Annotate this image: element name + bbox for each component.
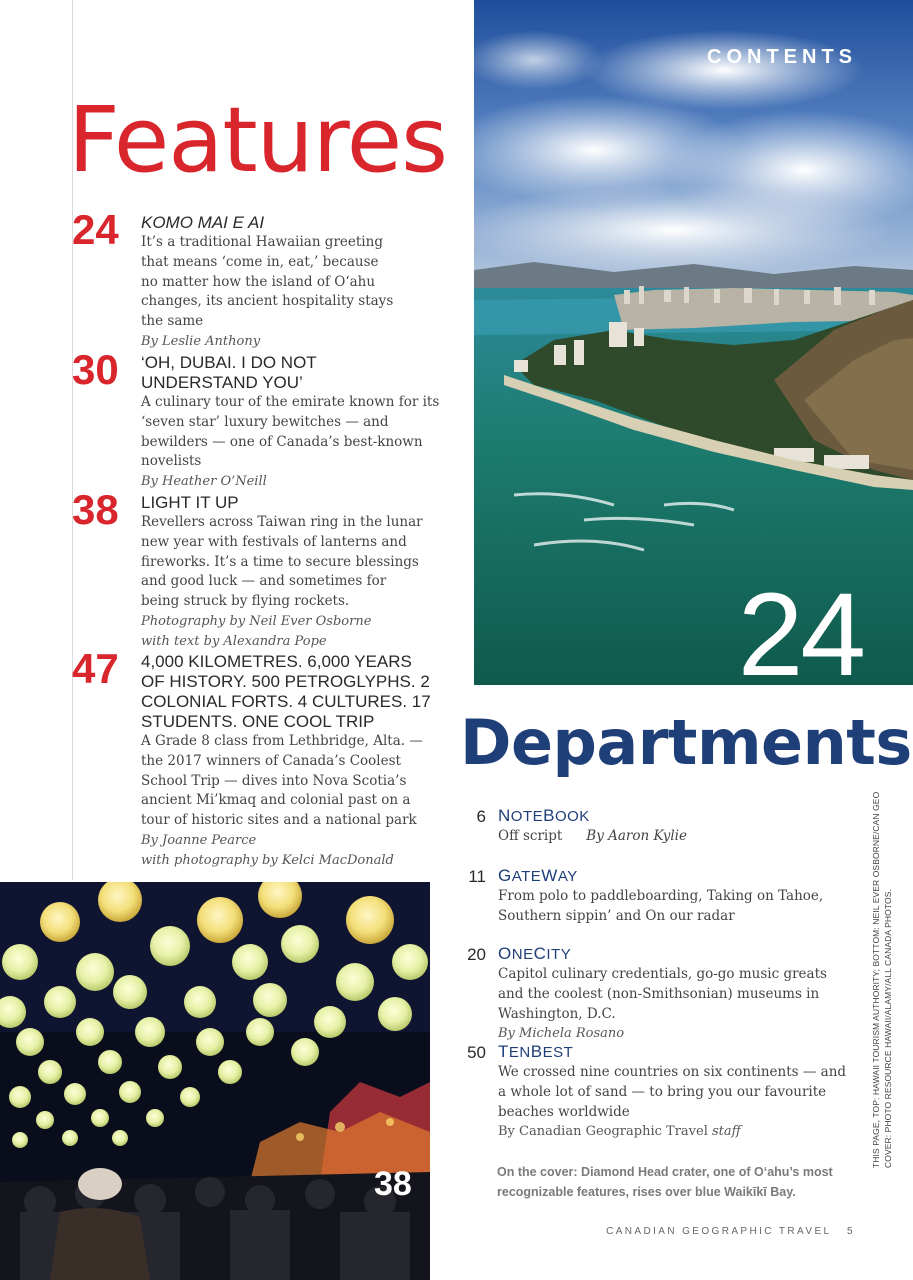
departments-heading: Departments	[460, 706, 912, 779]
department-entry[interactable]	[458, 944, 858, 1044]
feature-page-number: 47	[72, 645, 119, 692]
photo-credit-line: COVER: PHOTO RESOURCE HAWAII/ALAMY/ALL CANADA PHOTOS.	[883, 889, 893, 1168]
feature-byline-photo: with photography by Kelci MacDonald	[141, 852, 394, 868]
department-page-number: 11	[468, 867, 486, 886]
feature-description: A Grade 8 class from Lethbridge, Alta. — the 2017 winners of Canada’s Coolest School Trip — dives into Nova Scotia’s ancient Mi’kmaq and colonial past on a tour of historic sites and a national park	[141, 733, 423, 829]
feature-title: 4,000 KILOMETRES. 6,000 YEARS OF HISTORY. 500 PETROGLYPHS. 2 COLONIAL FORTS. 4 CULTURES. 17 STUDENTS. ONE COOL TRIP	[141, 652, 431, 731]
department-entry[interactable]	[458, 806, 858, 847]
department-page-number: 6	[476, 807, 486, 826]
page-footer	[606, 1226, 855, 1237]
lantern-festival-photo	[0, 882, 430, 1280]
feature-entry[interactable]	[72, 486, 452, 652]
department-entry[interactable]	[458, 1042, 858, 1142]
department-name: GATEWAY	[498, 866, 578, 885]
department-description: Capitol culinary credentials, go-go music greats and the coolest (non-Smithsonian) museums in Washington, D.C.	[498, 966, 827, 1022]
publication-name: CANADIAN GEOGRAPHIC TRAVEL	[606, 1226, 832, 1237]
feature-byline: By Joanne Pearce	[141, 832, 257, 848]
department-page-number: 20	[467, 945, 486, 964]
folio-number: 5	[847, 1226, 855, 1237]
feature-entry[interactable]	[72, 346, 452, 492]
feature-title: KOMO MAI E AI	[141, 213, 265, 232]
feature-byline: By Leslie Anthony	[141, 333, 261, 349]
feature-entry[interactable]	[72, 206, 452, 352]
department-entry[interactable]	[458, 866, 858, 927]
department-byline: By Aaron Kylie	[586, 828, 687, 844]
feature-title: LIGHT IT UP	[141, 493, 239, 512]
department-description: From polo to paddleboarding, Taking on Tahoe, Southern sippin’ and On our radar	[498, 888, 824, 924]
feature-byline: By Heather O’Neill	[141, 474, 267, 490]
feature-page-number: 30	[72, 346, 119, 393]
cover-note: On the cover: Diamond Head crater, one of O‘ahu’s most recognizable features, rises over blue Waikīkī Bay.	[497, 1165, 833, 1199]
lantern-photo-graphic	[0, 882, 430, 1280]
department-description: We crossed nine countries on six continents — and a whole lot of sand — to bring you our favourite beaches worldwide	[498, 1064, 847, 1120]
feature-title: ‘OH, DUBAI. I DO NOT UNDERSTAND YOU’	[141, 353, 317, 392]
feature-page-number: 24	[72, 206, 119, 253]
feature-description: A culinary tour of the emirate known for its ‘seven star’ luxury bewitches — and bewilders — one of Canada’s best-known novelists	[141, 394, 440, 470]
feature-description: Revellers across Taiwan ring in the lunar new year with festivals of lanterns and fireworks. It’s a time to secure blessings and good luck — and sometimes for being struck by flying rockets.	[141, 514, 423, 610]
photo-credits	[870, 791, 910, 1168]
department-description: Off script By Aaron Kylie	[498, 828, 687, 844]
feature-description: It’s a traditional Hawaiian greeting that means ‘come in, eat,’ because no matter how the island of O‘ahu changes, its ancient hospitality stays the same	[141, 234, 394, 330]
lantern-page-number[interactable]: 38	[374, 1165, 412, 1203]
features-heading: Features	[68, 88, 447, 193]
contents-label: CONTENTS	[707, 46, 857, 68]
department-byline: By Canadian Geographic Travel staff	[498, 1124, 741, 1140]
feature-byline-photo: Photography by Neil Ever Osborne	[141, 613, 372, 629]
department-page-number: 50	[467, 1043, 486, 1062]
feature-byline-text: with text by Alexandra Pope	[141, 633, 327, 649]
department-name: ONECITY	[498, 944, 572, 963]
hero-page-number[interactable]: 24	[737, 569, 863, 701]
department-name: TENBEST	[498, 1042, 574, 1061]
department-byline: By Michela Rosano	[498, 1026, 625, 1042]
photo-credit-line: THIS PAGE, TOP: HAWAII TOURISM AUTHORITY; BOTTOM: NEIL EVER OSBORNE/CAN GEO	[871, 791, 881, 1168]
feature-page-number: 38	[72, 486, 119, 533]
department-name: NOTEBOOK	[498, 806, 590, 825]
feature-entry[interactable]	[72, 645, 452, 871]
